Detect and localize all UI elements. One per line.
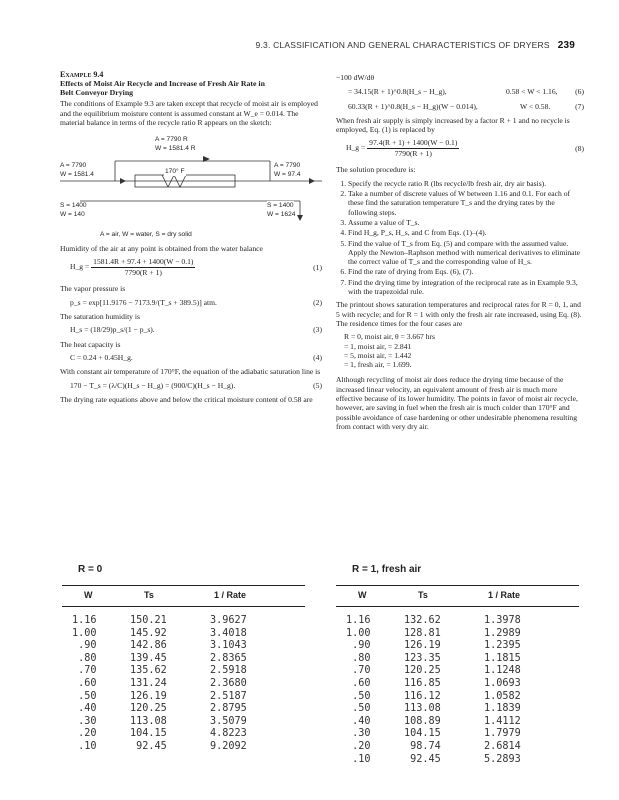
diagram-solid-out: S = 1400 <box>267 202 294 210</box>
col-header-rate: 1 / Rate <box>210 586 305 607</box>
eq1-lhs: H_g = <box>70 262 90 272</box>
table-cell: .90 <box>72 640 97 652</box>
procedure-step: 2. Take a number of discrete values of W between 1.16 and 0.1. For each of these find the saturation temperature T_s and the drying rates by the following steps. <box>348 189 584 217</box>
col-header-ts: Ts <box>130 586 210 607</box>
table-row <box>336 653 579 666</box>
equation-3 <box>70 325 322 334</box>
residence-times <box>344 332 584 369</box>
table-cell: 1.7979 <box>484 728 521 740</box>
table-row <box>336 754 579 767</box>
table-row <box>62 640 305 653</box>
drying-rate-intro: The drying rate equations above and below the critical moisture content of 0.58 are <box>60 394 313 404</box>
eq1-numerator: 1581.4R + 97.4 + 1400(W − 0.1) <box>93 257 194 267</box>
eq8-numerator: 97.4(R + 1) + 1400(W − 0.1) <box>369 138 458 148</box>
example-title-line1: Effects of Moist Air Recycle and Increase of Fresh Air Rate in <box>60 79 265 89</box>
adiabatic-intro: With constant air temperature of 170°F, the equation of the adiabatic saturation line is <box>60 367 321 377</box>
table-cell: 98.74 <box>404 740 441 752</box>
equation-7 <box>348 102 584 111</box>
example-title <box>60 79 322 97</box>
table-row <box>62 703 305 716</box>
table-row <box>62 653 305 666</box>
table-cell: .50 <box>346 703 371 715</box>
running-header <box>256 40 575 51</box>
table-row <box>336 728 579 741</box>
eq7-condition: W < 0.58. <box>520 101 551 111</box>
diagram-legend: A = air, W = water, S = dry solid <box>100 231 192 239</box>
table-cell: 3.1043 <box>210 640 247 652</box>
running-title: 9.3. CLASSIFICATION AND GENERAL CHARACTERISTICS OF DRYERS <box>255 40 550 50</box>
table-cell: 142.86 <box>130 640 167 652</box>
table-row <box>62 607 305 628</box>
table-row <box>62 628 305 641</box>
eq7-body: 60.33(R + 1)^0.8(H_s − H_g)(W − 0.014), <box>348 101 478 111</box>
diagram-water-in: W = 140 <box>60 211 85 219</box>
table-cell: 2.5187 <box>210 690 247 702</box>
table-cell: 104.15 <box>130 728 167 740</box>
table-cell: 1.16 <box>72 615 97 626</box>
table-cell: 120.25 <box>130 703 167 715</box>
table-cell: 113.08 <box>130 715 167 727</box>
table-cell: 2.3680 <box>210 677 247 689</box>
eq8-denominator: 7790(R + 1) <box>394 148 432 158</box>
table-cell: 4.8223 <box>210 728 247 740</box>
table-cell: .10 <box>346 753 371 765</box>
table-row <box>336 741 579 754</box>
table-cell: 139.45 <box>130 652 167 664</box>
material-balance-diagram <box>60 131 322 241</box>
equation-2 <box>70 298 322 307</box>
eq4-body: C = 0.24 + 0.45H_g. <box>70 352 133 362</box>
eq6-body: = 34.15(R + 1)^0.8(H_s − H_g), <box>348 87 447 97</box>
table-row <box>336 607 579 628</box>
table-row <box>62 665 305 678</box>
table-cell: .70 <box>346 665 371 677</box>
eq2-body: p_s = exp[11.9176 − 7173.9/(T_s + 389.5)] atm. <box>70 297 217 307</box>
table-cell: 1.0582 <box>484 690 521 702</box>
residence-time-line: = 1, fresh air, = 1.699. <box>344 360 412 370</box>
table-row <box>336 628 579 641</box>
table-cell: 128.81 <box>404 627 441 639</box>
example-intro: The conditions of Example 9.3 are taken except that recycle of moist air is employed and the equilibrium moisture content is assumed constant at W_e = 0.014. The material balance in terms of the recycle ratio R appears on the sketch: <box>60 99 318 127</box>
table-cell: 9.2092 <box>210 740 247 752</box>
procedure-intro: The solution procedure is: <box>336 165 416 175</box>
table-row <box>336 716 579 729</box>
table-cell: .50 <box>72 690 97 702</box>
equation-4 <box>70 353 322 362</box>
table-cell: .20 <box>346 740 371 752</box>
table-cell: .80 <box>72 652 97 664</box>
table-cell: .30 <box>346 728 371 740</box>
printout-text: The printout shows saturation temperatures and reciprocal rates for R = 0, 1, and 5 with recycle; and for R = 1 with only the fresh air rate increased, using Eq. (8). The residence times for the four cases are <box>336 300 582 328</box>
air-out-arrow <box>309 178 315 184</box>
procedure-step: 6. Find the rate of drying from Eqs. (6), (7). <box>348 267 584 276</box>
diagram-right-air: A = 7790 <box>274 162 301 170</box>
eq8-lhs: H_g = <box>346 143 366 153</box>
table-cell: .80 <box>346 652 371 664</box>
saturation-intro: The saturation humidity is <box>60 312 140 322</box>
eq5-number: (5) <box>313 380 322 390</box>
left-column <box>60 70 322 408</box>
residence-time-line: = 1, moist air, = 2.841 <box>344 341 412 351</box>
table-cell: 123.35 <box>404 652 441 664</box>
table-cell: 132.62 <box>404 615 441 626</box>
table-cell: 2.5918 <box>210 665 247 677</box>
table-cell: 1.16 <box>346 615 371 626</box>
eq1-fraction <box>91 257 195 277</box>
diagram-top-air: A = 7790 R <box>155 136 188 144</box>
table-cell: 131.24 <box>130 677 167 689</box>
procedure-step: 4. Find H_g, P_s, H_s, and C from Eqs. (1)–(4). <box>348 228 584 237</box>
table-cell: 1.1815 <box>484 652 521 664</box>
eq8-fraction <box>367 138 459 158</box>
solid-out-arrow <box>297 215 303 221</box>
table-cell: 92.45 <box>130 740 167 752</box>
table-cell: .70 <box>72 665 97 677</box>
procedure-step: 5. Find the value of T_s from Eq. (5) and compare with the assumed value. Apply the Newton–Raphson method with numerical derivatives to eliminate the correct value of T_s and the corresponding value of H_s. <box>348 239 584 267</box>
table-cell: .50 <box>346 690 371 702</box>
table-cell: 113.08 <box>404 703 441 715</box>
table-cell: .40 <box>346 715 371 727</box>
equation-8 <box>346 138 584 160</box>
procedure-step: 7. Find the drying time by integration of the reciprocal rate as in Example 9.3, with the trapezoidal rule. <box>348 278 584 297</box>
example-label: Example 9.4 <box>60 70 104 79</box>
table-cell: 1.1248 <box>484 665 521 677</box>
eq4-number: (4) <box>313 352 322 362</box>
table-cell: .90 <box>346 640 371 652</box>
col-header-w: W <box>336 586 404 607</box>
table-cell: 135.62 <box>130 665 167 677</box>
table-row <box>62 716 305 729</box>
table-cell: .30 <box>72 715 97 727</box>
eq2-number: (2) <box>313 297 322 307</box>
table-cell: .40 <box>72 703 97 715</box>
table-row <box>62 678 305 691</box>
conclusion-text: Although recycling of moist air does reduce the drying time because of the increased linear velocity, an equivalent amount of fresh air is much more effective because of its lower humidity. The points in favor of moist air recycle, however, are saving in fuel when the fresh air is much colder than 170°F and possible avoidance of case hardening or other undesirable phenomena resulting from contact with very dry air. <box>336 375 578 431</box>
table-cell: 5.2893 <box>484 753 521 765</box>
table-cell: .60 <box>72 677 97 689</box>
residence-time-line: R = 0, moist air, θ = 3.667 hrs <box>344 332 435 342</box>
table-cell: 108.89 <box>404 715 441 727</box>
equation-1 <box>70 257 322 279</box>
table-cell: 92.45 <box>404 753 441 765</box>
table-row <box>336 665 579 678</box>
residence-time-line: = 5, moist air, = 1.442 <box>344 350 412 360</box>
table-r0 <box>62 564 305 754</box>
table-cell: 150.21 <box>130 615 167 626</box>
col-header-ts: Ts <box>404 586 484 607</box>
table-cell: 104.15 <box>404 728 441 740</box>
table-r1-fresh-air <box>336 564 579 766</box>
diagram-right-water: W = 97.4 <box>274 171 301 179</box>
table-cell: 1.2395 <box>484 640 521 652</box>
eq3-body: H_s = (18/29)p_s/(1 − p_s). <box>70 325 155 335</box>
table-cell: 2.8795 <box>210 703 247 715</box>
procedure-step: 3. Assume a value of T_s. <box>348 218 584 227</box>
table-cell: 2.6814 <box>484 740 521 752</box>
table-cell: .20 <box>72 728 97 740</box>
table-r1-grid <box>336 585 579 766</box>
table-cell: 3.9627 <box>210 615 247 626</box>
table-cell: 1.00 <box>72 627 97 639</box>
equation-5 <box>70 381 322 390</box>
table-r0-grid <box>62 585 305 754</box>
vapor-intro: The vapor pressure is <box>60 284 126 294</box>
table-cell: 126.19 <box>404 640 441 652</box>
table-cell: 126.19 <box>130 690 167 702</box>
table-row <box>62 728 305 741</box>
table-row <box>336 678 579 691</box>
air-in-arrow <box>120 178 126 184</box>
table-cell: 1.2989 <box>484 627 521 639</box>
table-cell: 145.92 <box>130 627 167 639</box>
humidity-intro: Humidity of the air at any point is obtained from the water balance <box>60 244 263 254</box>
equation-6 <box>348 87 584 96</box>
diagram-top-water: W = 1581.4 R <box>155 145 196 153</box>
table-cell: 1.1839 <box>484 703 521 715</box>
table-cell: 1.3978 <box>484 615 521 626</box>
page-number: 239 <box>557 40 575 51</box>
diagram-left-air: A = 7790 <box>60 162 87 170</box>
table-cell: 1.0693 <box>484 677 521 689</box>
table-cell: 1.4112 <box>484 715 521 727</box>
table-cell: 120.25 <box>404 665 441 677</box>
table-cell: 3.4018 <box>210 627 247 639</box>
eq1-denominator: 7790(R + 1) <box>124 267 162 277</box>
heat-capacity-intro: The heat capacity is <box>60 339 121 349</box>
table-cell: 116.12 <box>404 690 441 702</box>
eq6-condition: 0.58 < W < 1.16, <box>506 87 558 97</box>
eq3-number: (3) <box>313 325 322 335</box>
table-cell: 116.85 <box>404 677 441 689</box>
eq1-number: (1) <box>313 263 322 273</box>
table-cell: 2.8365 <box>210 652 247 664</box>
table-r0-caption: R = 0 <box>78 564 103 575</box>
col-header-rate: 1 / Rate <box>484 586 579 607</box>
table-cell: 3.5079 <box>210 715 247 727</box>
diagram-left-water: W = 1581.4 <box>60 171 94 179</box>
eq6-number: (6) <box>575 87 584 97</box>
diagram-temperature: 170° F <box>165 168 185 176</box>
table-row <box>336 703 579 716</box>
fresh-air-text: When fresh air supply is simply increased by a factor R + 1 and no recycle is employed, Eq. (1) is replaced by <box>336 115 570 135</box>
col-header-w: W <box>62 586 130 607</box>
right-column <box>336 70 584 435</box>
eq5-body: 170 − T_s = (λ/C)(H_s − H_g) = (900/C)(H_s − H_g). <box>70 380 236 390</box>
table-row <box>62 691 305 704</box>
rate-lhs: −100 dW/dθ <box>336 73 375 82</box>
procedure-steps <box>336 179 584 297</box>
table-cell: .60 <box>346 677 371 689</box>
eq7-number: (7) <box>575 101 584 111</box>
table-r1-caption: R = 1, fresh air <box>352 564 422 575</box>
table-cell: .10 <box>72 740 97 752</box>
table-row <box>336 640 579 653</box>
eq8-number: (8) <box>575 144 584 154</box>
diagram-solid-in: S = 1400 <box>60 202 87 210</box>
procedure-step: 1. Specify the recycle ratio R (lbs recycle/lb fresh air, dry air basis). <box>348 179 584 188</box>
table-row <box>62 741 305 754</box>
table-row <box>336 691 579 704</box>
table-cell: 1.00 <box>346 627 371 639</box>
example-title-line2: Belt Conveyor Drying <box>60 88 134 98</box>
diagram-water-out: W = 1624 <box>267 211 296 219</box>
